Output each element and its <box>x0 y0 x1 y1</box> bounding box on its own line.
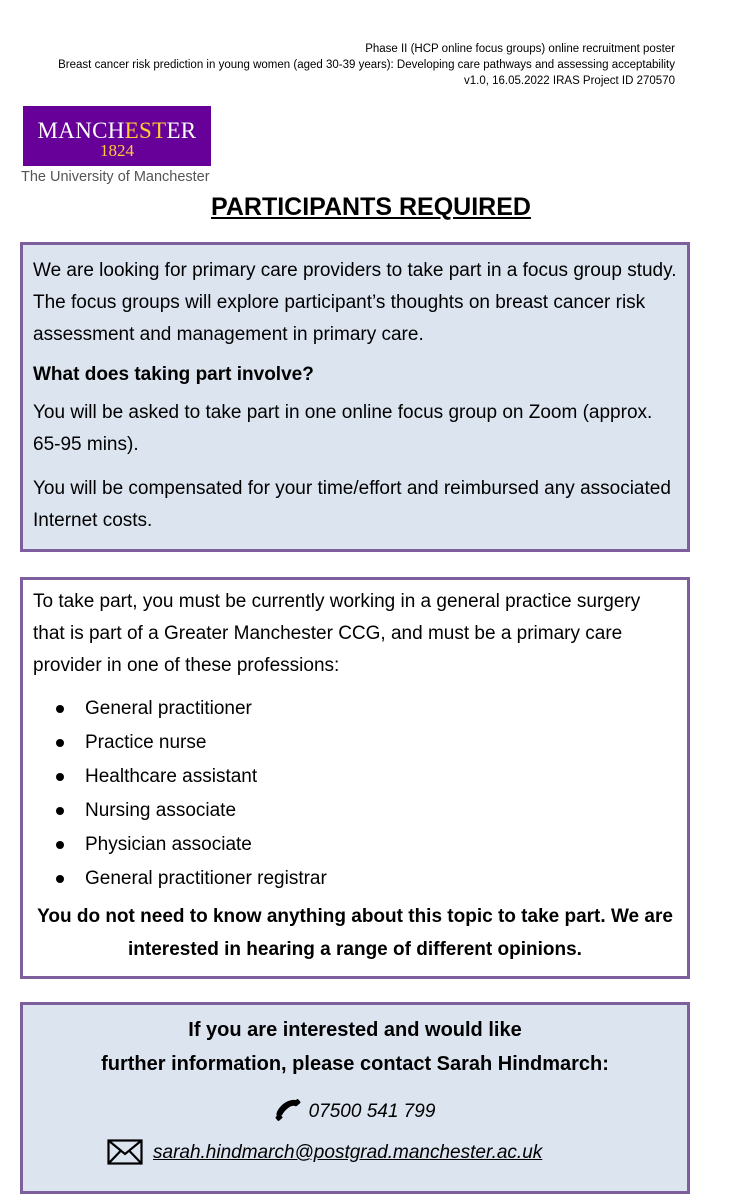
logo-wordmark: MANCHESTER <box>37 118 197 143</box>
phone-number[interactable]: 07500 541 799 <box>308 1101 436 1122</box>
involvement-paragraph: You will be asked to take part in one online focus group on Zoom (approx. 65-95 mins). <box>33 402 653 455</box>
eligibility-box <box>20 577 690 979</box>
phone-icon <box>275 1099 301 1121</box>
logo-subtitle: The University of Manchester <box>21 169 210 185</box>
envelope-icon <box>107 1139 143 1165</box>
list-item: Nursing associate <box>53 794 677 828</box>
eligibility-paragraph: To take part, you must be currently working in a general practice surgery that is part of a Greater Manchester CCG, and must be a primary care provider in one of these professions: <box>33 591 641 676</box>
involvement-heading: What does taking part involve? <box>33 364 314 385</box>
compensation-paragraph: You will be compensated for your time/effort and reimbursed any associated Internet costs. <box>33 478 671 531</box>
logo-badge <box>23 106 211 166</box>
header-line-3: v1.0, 16.05.2022 IRAS Project ID 270570 <box>464 75 675 87</box>
list-item: General practitioner registrar <box>53 862 677 896</box>
contact-heading-line-2: further information, please contact Sarah Hindmarch: <box>101 1053 609 1075</box>
list-item: General practitioner <box>53 692 677 726</box>
list-item: Practice nurse <box>53 726 677 760</box>
email-link[interactable]: sarah.hindmarch@postgrad.manchester.ac.uk <box>153 1142 543 1163</box>
list-item: Healthcare assistant <box>53 760 677 794</box>
intro-paragraph: We are looking for primary care providers to take part in a focus group study. The focus groups will explore participant’s thoughts on breast cancer risk assessment and management in primary care. <box>33 260 677 345</box>
list-item: Physician associate <box>53 828 677 862</box>
intro-box <box>20 242 690 552</box>
logo-year: 1824 <box>100 141 134 160</box>
eligibility-note: You do not need to know anything about this topic to take part. We are interested in hearing a range of different opinions. <box>37 906 673 960</box>
page-title: PARTICIPANTS REQUIRED <box>211 193 531 221</box>
contact-heading-line-1: If you are interested and would like <box>188 1019 522 1041</box>
email-row <box>107 1139 542 1165</box>
header-line-2: Breast cancer risk prediction in young women (aged 30-39 years): Developing care pathways and assessing acceptability <box>58 59 675 71</box>
phone-row <box>23 1099 687 1123</box>
professions-list <box>33 692 677 896</box>
contact-heading <box>33 1013 677 1081</box>
contact-box <box>20 1002 690 1194</box>
university-logo <box>21 106 212 186</box>
header-line-1: Phase II (HCP online focus groups) online recruitment poster <box>365 43 675 55</box>
document-header <box>15 41 675 89</box>
